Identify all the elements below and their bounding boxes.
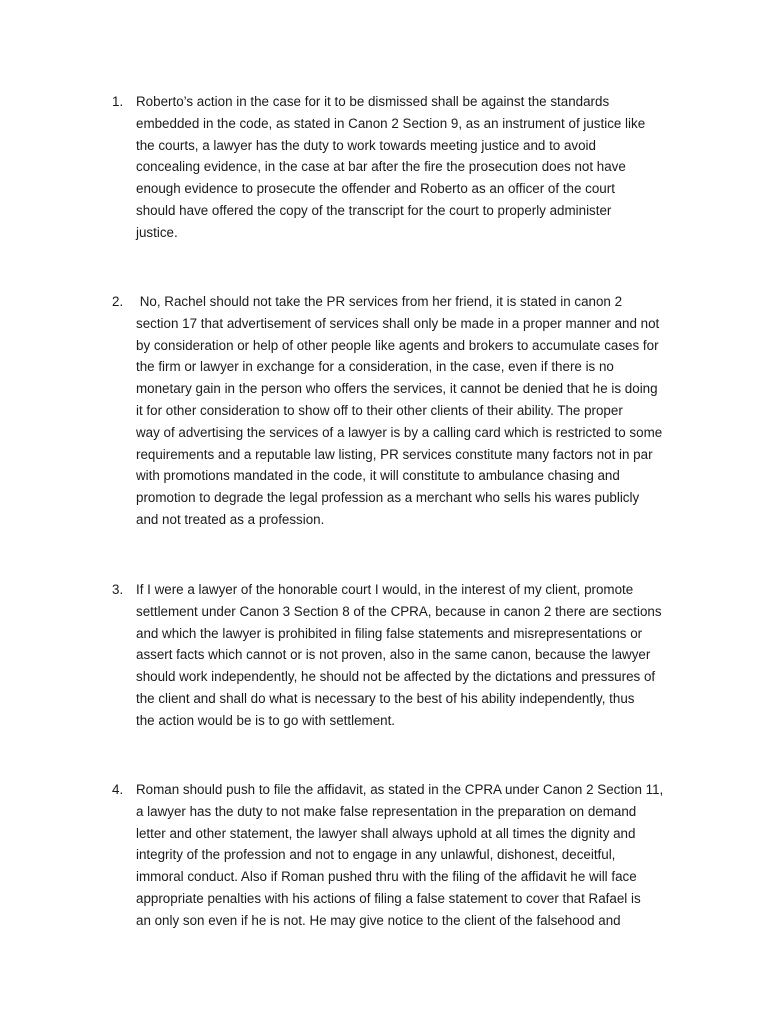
text-line: Roman should push to file the affidavit, as stated in the CPRA under Canon 2 Section 11,: [136, 782, 664, 797]
text-line: No, Rachel should not take the PR services from her friend, it is stated in canon 2: [136, 294, 623, 309]
paragraph: [136, 291, 692, 531]
text-line: enough evidence to prosecute the offender and Roberto as an officer of the court: [136, 181, 615, 197]
text-line: promotion to degrade the legal profession as a merchant who sells his wares publicly: [136, 490, 640, 506]
text-line: should have offered the copy of the transcript for the court to properly administer: [136, 202, 612, 218]
text-line: a lawyer has the duty to not make false representation in the preparation on demand: [136, 803, 637, 819]
text-line: the action would be is to go with settlement.: [136, 712, 396, 728]
text-line: monetary gain in the person who offers the services, it cannot be denied that he is doing: [136, 381, 658, 397]
paragraph: [136, 579, 692, 732]
text-line: it for other consideration to show off to their other clients of their ability. The proper: [136, 402, 623, 418]
text-line: with promotions mandated in the code, it will constitute to ambulance chasing and: [136, 468, 620, 484]
text-line: section 17 that advertisement of services shall only be made in a proper manner and not: [136, 315, 660, 331]
text-line: should work independently, he should not be affected by the dictations and pressures of: [136, 669, 656, 685]
text-line: Roberto’s action in the case for it to be dismissed shall be against the standards: [136, 94, 610, 109]
text-line: way of advertising the services of a lawyer is by a calling card which is restricted to some: [136, 424, 663, 440]
text-line: letter and other statement, the lawyer shall always uphold at all times the dignity and: [136, 825, 636, 841]
text-line: and which the lawyer is prohibited in filing false statements and misrepresentations or: [136, 625, 643, 641]
text-line: and not treated as a profession.: [136, 511, 325, 527]
text-line: appropriate penalties with his actions of filing a false statement to cover that Rafael is: [136, 890, 641, 906]
paragraph: [136, 779, 692, 932]
text-line: by consideration or help of other people like agents and brokers to accumulate cases for: [136, 337, 659, 353]
text-line: the courts, a lawyer has the duty to work towards meeting justice and to avoid: [136, 137, 596, 153]
text-line: immoral conduct. Also if Roman pushed thru with the filing of the affidavit he will face: [136, 869, 637, 885]
text-line: the firm or lawyer in exchange for a consideration, in the case, even if there is no: [136, 359, 614, 375]
text-line: embedded in the code, as stated in Canon 2 Section 9, as an instrument of justice like: [136, 115, 646, 131]
list-number: 2.: [112, 294, 124, 309]
text-line: requirements and a reputable law listing, PR services constitute many factors not in par: [136, 446, 653, 462]
text-line: justice.: [136, 224, 178, 240]
text-line: an only son even if he is not. He may give notice to the client of the falsehood and: [136, 912, 621, 928]
list-number: 1.: [112, 94, 124, 109]
text-line: the client and shall do what is necessary to the best of his ability independently, thus: [136, 690, 635, 706]
text-line: concealing evidence, in the case at bar after the fire the prosecution does not have: [136, 159, 626, 175]
text-line: assert facts which cannot or is not proven, also in the same canon, because the lawyer: [136, 647, 651, 663]
paragraph: [136, 91, 692, 244]
list-number: 4.: [112, 782, 124, 797]
text-line: integrity of the profession and not to engage in any unlawful, dishonest, deceitful,: [136, 847, 616, 863]
text-line: settlement under Canon 3 Section 8 of the CPRA, because in canon 2 there are sections: [136, 603, 662, 619]
list-number: 3.: [112, 582, 124, 597]
text-line: If I were a lawyer of the honorable court I would, in the interest of my client, promote: [136, 582, 634, 597]
